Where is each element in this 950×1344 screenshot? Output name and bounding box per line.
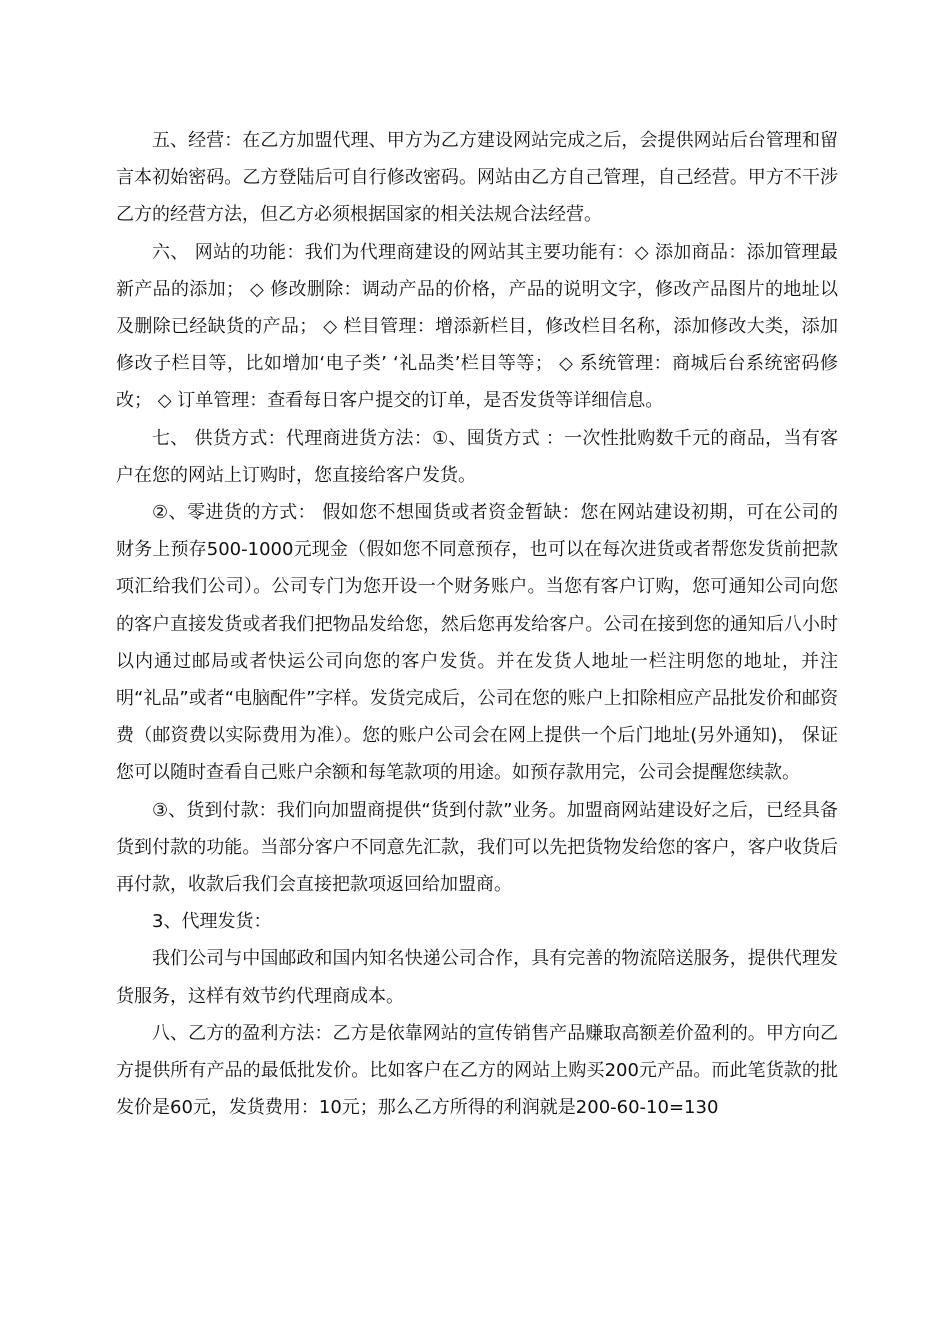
cash-on-delivery: ③、货到付款：我们向加盟商提供“货到付款”业务。加盟商网站建设好之后，已经具备货到付款的功能。当部分客户不同意先汇款，我们可以先把货物发给您的客户，客户收货后再付款，收款后我们会直接把款项返回给加盟商。 xyxy=(116,799,838,896)
section-8-profit-method: 八、乙方的盈利方法：乙方是依靠网站的宣传销售产品赚取高额差价盈利的。甲方向乙方提供所有产品的最低批发价。比如客户在乙方的网站上购买200元产品。而此笔货款的批发价是60元，发货费用：10元；那么乙方所得的利润就是200-60-10=130 xyxy=(116,1022,838,1119)
document-body xyxy=(116,122,838,1126)
agent-shipping-text: 我们公司与中国邮政和国内知名快递公司合作，具有完善的物流陪送服务，提供代理发货服务，这样有效节约代理商成本。 xyxy=(116,948,838,1007)
section-7-supply-method: 七、 供货方式：代理商进货方法：①、囤货方式 ：一次性批购数千元的商品，当有客户在您的网站上订购时，您直接给客户发货。 xyxy=(116,427,838,486)
agent-shipping-heading: 3、代理发货： xyxy=(152,911,272,933)
section-6-website-functions: 六、 网站的功能：我们为代理商建设的网站其主要功能有：◇ 添加商品：添加管理最新产品的添加； ◇ 修改删除：调动产品的价格，产品的说明文字，修改产品图片的地址以及删除已经缺货的产品； ◇ 栏目管理：增添新栏目，修改栏目名称，添加修改大类，添加修改子栏目等，比如增加‘电子类’ ‘礼品类’栏目等等； ◇ 系统管理：商城后台系统密码修改； ◇ 订单管理：查看每日客户提交的订单，是否发货等详细信息。 xyxy=(116,241,839,412)
section-5-operation: 五、经营：在乙方加盟代理、甲方为乙方建设网站完成之后，会提供网站后台管理和留言本初始密码。乙方登陆后可自行修改密码。网站由乙方自己管理，自己经营。甲方不干涉乙方的经营方法，但乙方必须根据国家的相关法规合法经营。 xyxy=(116,130,838,226)
zero-stock-method: ②、零进货的方式： 假如您不想囤货或者资金暂缺：您在网站建设初期，可在公司的财务上预存500-1000元现金（假如您不同意预存，也可以在每次进货或者帮您发货前把款项汇给我们公司）。公司专门为您开设一个财务账户。当您有客户订购，您可通知公司向您的客户直接发货或者我们把物品发给您，然后您再发给客户。公司在接到您的通知后八小时以内通过邮局或者快运公司向您的客户发货。并在发货人地址一栏注明您的地址，并注明“礼品”或者“电脑配件”字样。发货完成后，公司在您的账户上扣除相应产品批发价和邮资费（邮资费以实际费用为准）。您的账户公司会在网上提供一个后门地址(另外通知)， 保证您可以随时查看自己账户余额和每笔款项的用途。如预存款用完，公司会提醒您续款。 xyxy=(116,502,838,784)
